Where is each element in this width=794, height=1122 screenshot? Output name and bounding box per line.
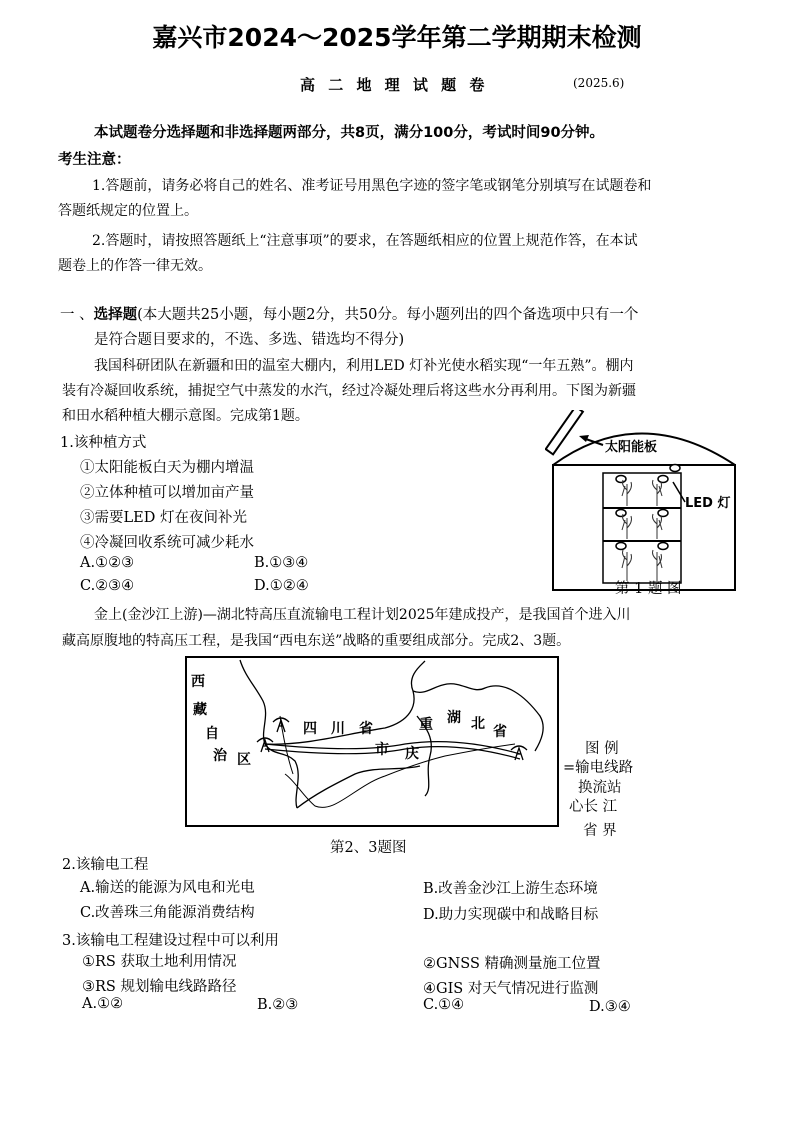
q3-item: ④GIS 对天气情况进行监测 [423, 981, 599, 997]
section-desc-a: (本大题共25小题，每小题2分，共50分。每小题列出的四个备选项中只有一个 [137, 307, 639, 323]
section-heading [60, 303, 638, 324]
q2-option-a[interactable]: A.输送的能源为风电和光电 [80, 880, 255, 896]
map-label-hubei: 省 [493, 724, 507, 740]
legend-station: 换流站 [578, 780, 622, 796]
map-label-chongqing: 市 [375, 742, 389, 758]
map-label-xizang: 治 [213, 748, 227, 764]
q3-stem: 3.该输电工程建设过程中可以利用 [62, 933, 279, 949]
led-lamp-icon [658, 543, 668, 550]
material1-line1: 我国科研团队在新疆和田的温室大棚内，利用LED 灯补光使水稻实现“一年五熟”。棚内 [94, 358, 634, 374]
exam-title: 嘉兴市2024～2025学年第二学期期末检测 [152, 23, 642, 52]
map-label-hubei: 北 [471, 716, 485, 732]
q3-item: ②GNSS 精确测量施工位置 [423, 956, 601, 972]
intro-line: 本试题卷分选择题和非选择题两部分，共8页，满分100分，考试时间90分钟。 [94, 125, 605, 141]
q1-item: ③需要LED 灯在夜间补光 [80, 510, 247, 526]
q1-option-c[interactable]: C.②③④ [80, 578, 135, 594]
solar-label: 太阳能板 [605, 440, 658, 455]
legend-line: =输电线路 [563, 760, 634, 776]
map-caption: 第2、3题图 [330, 840, 407, 856]
map-label-xizang: 藏 [193, 702, 207, 718]
planting-rack [603, 473, 681, 583]
map-frame [186, 657, 558, 826]
exam-date: (2025.6) [573, 76, 625, 90]
led-lamp-icon [658, 476, 668, 483]
q2-option-b[interactable]: B.改善金沙江上游生态环境 [423, 881, 598, 897]
map-label-hubei: 湖 [447, 710, 461, 726]
greenhouse-body [553, 465, 735, 590]
q1-item: ②立体种植可以增加亩产量 [80, 485, 254, 501]
legend-border: 省 界 [583, 823, 617, 839]
q3-item: ①RS 获取土地利用情况 [82, 954, 237, 970]
section-desc-b: 是符合题目要求的，不选、多选、错选均不得分) [94, 332, 405, 348]
led-lamp-icon [616, 476, 626, 483]
transmission-map [185, 656, 560, 828]
material1-line3: 和田水稻种植大棚示意图。完成第1题。 [62, 408, 309, 424]
q1-option-b[interactable]: B.①③④ [254, 555, 309, 571]
notice-2a: 2.答题时，请按照答题纸上“注意事项”的要求，在答题纸相应的位置上规范作答，在本试 [92, 233, 638, 249]
material2-line2: 藏高原腹地的特高压工程，是我国“西电东送”战略的重要组成部分。完成2、3题。 [62, 633, 571, 649]
solar-panel-icon [546, 410, 583, 454]
q1-option-d[interactable]: D.①②④ [254, 578, 309, 594]
q2-stem: 2.该输电工程 [62, 857, 149, 873]
led-label: LED 灯 [685, 496, 731, 511]
rice-plant-icons [622, 480, 662, 581]
q1-item: ①太阳能板白天为棚内增温 [80, 460, 254, 476]
notice-heading: 考生注意： [58, 152, 131, 168]
q3-item: ③RS 规划输电线路路径 [82, 979, 237, 995]
q3-option-d[interactable]: D.③④ [589, 999, 631, 1015]
q2-option-d[interactable]: D.助力实现碳中和战略目标 [423, 907, 599, 923]
map-label-chongqing: 庆 [405, 746, 419, 762]
notice-1a: 1.答题前，请务必将自己的姓名、准考证号用黑色字迹的签字笔或钢笔分别填写在试题卷和 [92, 178, 652, 194]
led-lamp-icon [670, 465, 680, 472]
exam-subtitle: 高 二 地 理 试 题 卷 [300, 76, 489, 94]
q1-option-a[interactable]: A.①②③ [80, 555, 135, 571]
material2-line1: 金上(金沙江上游)—湖北特高压直流输电工程计划2025年建成投产，是我国首个进入川 [94, 607, 631, 623]
q3-option-c[interactable]: C.①④ [423, 997, 465, 1013]
led-lamp-icon [616, 510, 626, 517]
map-label-xizang: 区 [237, 752, 251, 768]
led-lamp-icon [616, 543, 626, 550]
map-label-xizang: 自 [205, 726, 219, 742]
section-label: 选择题 [93, 307, 138, 323]
q1-item: ④冷凝回收系统可减少耗水 [80, 535, 254, 551]
section-number: 一 、 [60, 307, 94, 323]
notice-1b: 答题纸规定的位置上。 [58, 203, 198, 219]
legend-river: 心长 江 [569, 799, 618, 815]
material1-line2: 装有冷凝回收系统，捕捉空气中蒸发的水汽，经过冷凝处理后将这些水分再利用。下图为新疆 [62, 383, 636, 399]
notice-2b: 题卷上的作答一律无效。 [58, 258, 212, 274]
q3-option-a[interactable]: A.①② [82, 996, 124, 1012]
legend-title: 图 例 [585, 741, 619, 757]
greenhouse-figure [545, 410, 745, 605]
led-lamp-icon [658, 510, 668, 517]
q1-stem: 1.该种植方式 [60, 435, 147, 451]
figure1-caption: 第 1 题 图 [615, 581, 682, 597]
map-label-sichuan: 四 川 省 [303, 721, 373, 737]
map-label-xizang: 西 [191, 674, 205, 690]
q2-option-c[interactable]: C.改善珠三角能源消费结构 [80, 905, 255, 921]
q3-option-b[interactable]: B.②③ [257, 997, 299, 1013]
map-label-chongqing: 重 [419, 717, 433, 733]
